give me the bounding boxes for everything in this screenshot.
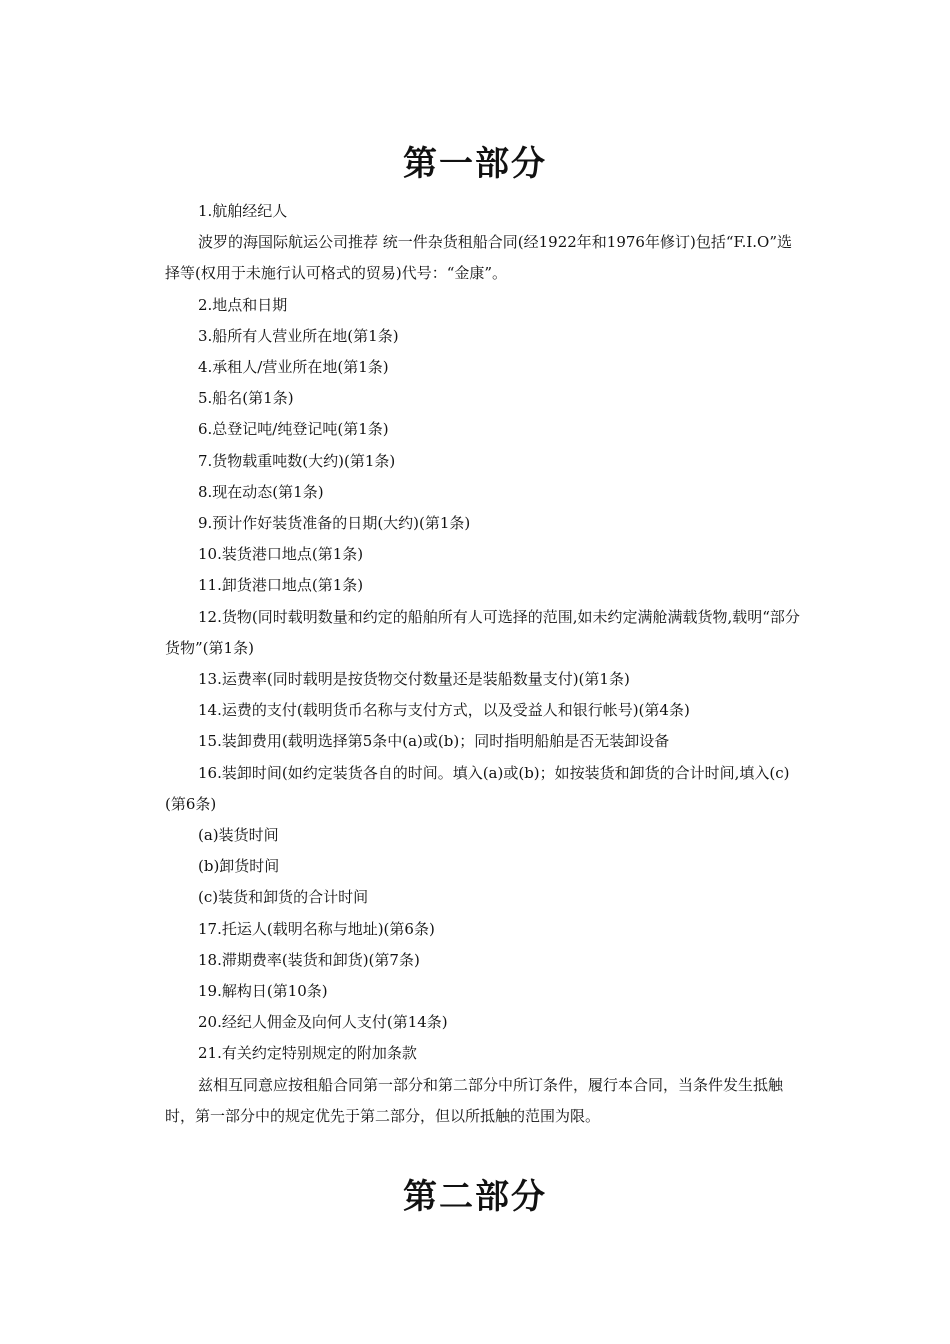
laytime-total: (c)装货和卸货的合计时间 bbox=[198, 888, 369, 907]
clause-14-freight-payment: 14.运费的支付(载明货币名称与支付方式，以及受益人和银行帐号)(第4条) bbox=[198, 701, 690, 720]
part-one-body bbox=[165, 196, 805, 1132]
clause-6-tonnage: 6.总登记吨/纯登记吨(第1条) bbox=[198, 420, 389, 439]
laytime-discharging: (b)卸货时间 bbox=[198, 857, 280, 876]
clause-4-charterers: 4.承租人/营业所在地(第1条) bbox=[198, 358, 389, 377]
clause-12-cargo: 12.货物(同时载明数量和约定的船舶所有人可选择的范围,如未约定满舱满载货物,载明“部分货物”(第1条) bbox=[165, 607, 800, 657]
contract-intro-paragraph: 波罗的海国际航运公司推荐 统一件杂货租船合同(经1922年和1976年修订)包括“F.I.O”选择等(权用于未施行认可格式的贸易)代号：“金康”。 bbox=[165, 233, 792, 283]
clause-7-deadweight: 7.货物载重吨数(大约)(第1条) bbox=[198, 451, 396, 470]
clause-9-expected-ready: 9.预计作好装货准备的日期(大约)(第1条) bbox=[198, 514, 471, 533]
clause-21-additional-clauses: 21.有关约定特别规定的附加条款 bbox=[198, 1044, 417, 1063]
clause-2-place-date: 2.地点和日期 bbox=[198, 295, 288, 314]
clause-20-brokerage: 20.经纪人佣金及向何人支付(第14条) bbox=[198, 1013, 448, 1032]
clause-5-vessel-name: 5.船名(第1条) bbox=[198, 389, 294, 408]
clause-18-demurrage: 18.滞期费率(装货和卸货)(第7条) bbox=[198, 950, 420, 969]
clause-11-discharging-port: 11.卸货港口地点(第1条) bbox=[198, 576, 364, 595]
clause-8-position: 8.现在动态(第1条) bbox=[198, 482, 324, 501]
part-two-title: 第二部分 bbox=[403, 1177, 547, 1217]
clause-13-freight-rate: 13.运费率(同时载明是按货物交付数量还是装船数量支付)(第1条) bbox=[198, 670, 630, 689]
laytime-loading: (a)装货时间 bbox=[198, 826, 279, 845]
clause-10-loading-port: 10.装货港口地点(第1条) bbox=[198, 545, 364, 564]
clause-3-owners-place: 3.船所有人营业所在地(第1条) bbox=[198, 326, 399, 345]
clause-19-cancelling-date: 19.解构日(第10条) bbox=[198, 982, 328, 1001]
part-one-title: 第一部分 bbox=[403, 144, 547, 184]
clause-16-laytime: 16.装卸时间(如约定装货各自的时间。填入(a)或(b)；如按装货和卸货的合计时间,填入(c)(第6条) bbox=[165, 763, 790, 813]
agreement-paragraph: 兹相互同意应按租船合同第一部分和第二部分中所订条件，履行本合同，当条件发生抵触时，第一部分中的规定优先于第二部分，但以所抵触的范围为限。 bbox=[165, 1075, 784, 1125]
clause-15-loading-costs: 15.装卸费用(载明选择第5条中(a)或(b)；同时指明船舶是否无装卸设备 bbox=[198, 732, 670, 751]
clause-17-shippers: 17.托运人(载明名称与地址)(第6条) bbox=[198, 919, 435, 938]
clause-1-broker: 1.航舶经纪人 bbox=[198, 202, 288, 220]
